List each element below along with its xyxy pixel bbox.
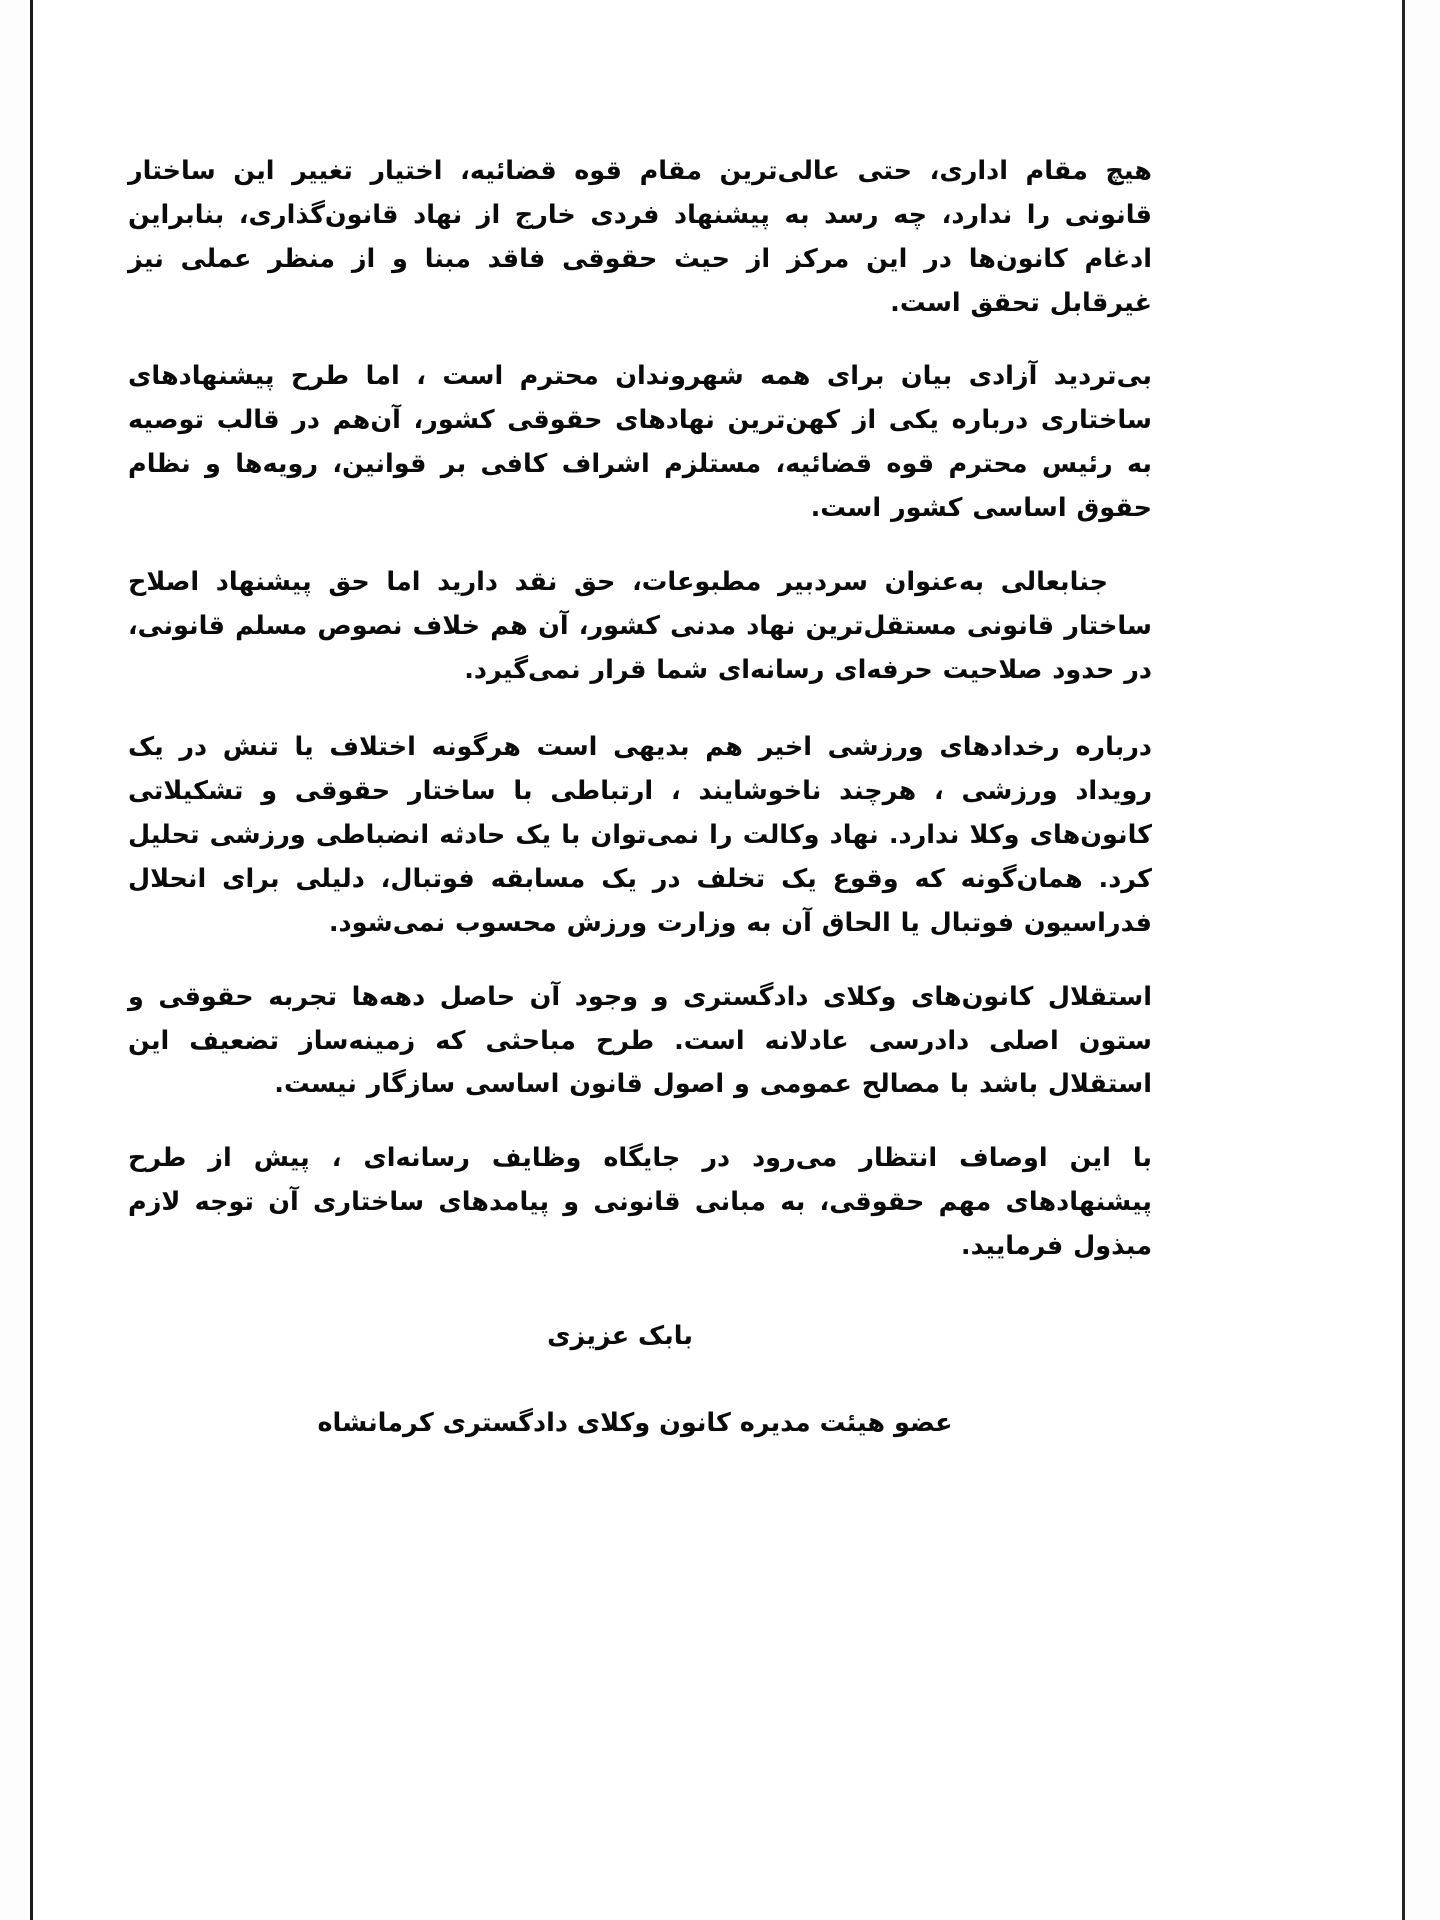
paragraph-6: با این اوصاف انتظار می‌رود در جایگاه وظایف رسانه‌ای ، پیش از طرح پیشنهادهای مهم حقوقی، به مبانی قانونی و پیامدهای ساختاری آن توجه لازم مبذول فرمایید.: [128, 1143, 1152, 1262]
paragraph-5: استقلال کانون‌های وکلای دادگستری و وجود آن حاصل دهه‌ها تجربه حقوقی و ستون اصلی دادرسی عادلانه است. طرح مباحثی که زمینه‌ساز تضعیف این استقلال باشد با مصالح عمومی و اصول قانون اساسی سازگار نیست.: [128, 981, 1152, 1100]
document-page: [30, 0, 1405, 1920]
paragraph-1: هیچ مقام اداری، حتی عالی‌ترین مقام قوه قضائیه، اختیار تغییر این ساختار قانونی را ندارد، چه رسد به پیشنهاد فردی خارج از نهاد قانون‌گذاری، بنابراین ادغام کانون‌ها در این مرکز از حیث حقوقی فاقد مبنا و از منظر عملی نیز غیرقابل تحقق است.: [128, 156, 1152, 318]
signature-name: بابک عزیزی: [547, 1320, 693, 1351]
document-body: [128, 150, 1152, 1446]
signature-role: عضو هیئت مدیره کانون وکلای دادگستری کرمانشاه: [317, 1408, 953, 1439]
paragraph-2: بی‌تردید آزادی بیان برای همه شهروندان محترم است ، اما طرح پیشنهادهای ساختاری درباره یکی از کهن‌ترین نهادهای حقوقی کشور، آن‌هم در قالب توصیه به رئیس محترم قوه قضائیه، مستلزم اشراف کافی بر قوانین، رویه‌ها و نظام حقوق اساسی کشور است.: [128, 361, 1152, 524]
paragraph-3: جنابعالی به‌عنوان سردبیر مطبوعات، حق نقد دارید اما حق پیشنهاد اصلاح ساختار قانونی مستقل‌ترین نهاد مدنی کشور، آن هم خلاف نصوص مسلم قانونی، در حدود صلاحیت حرفه‌ای رسانه‌ای شما قرار نمی‌گیرد.: [128, 566, 1152, 685]
paragraph-4: درباره رخدادهای ورزشی اخیر هم بدیهی است هرگونه اختلاف یا تنش در یک رویداد ورزشی ، هرچند ناخوشایند ، ارتباطی با ساختار حقوقی و تشکیلاتی کانون‌های وکلا ندارد. نهاد وکالت را نمی‌توان با یک حادثه انضباطی ورزشی تحلیل کرد. همان‌گونه که وقوع یک تخلف در یک مسابقه فوتبال، دلیلی برای انحلال فدراسیون فوتبال یا الحاق آن به وزارت ورزش محسوب نمی‌شود.: [128, 732, 1152, 938]
signature-block: [128, 1315, 1152, 1446]
